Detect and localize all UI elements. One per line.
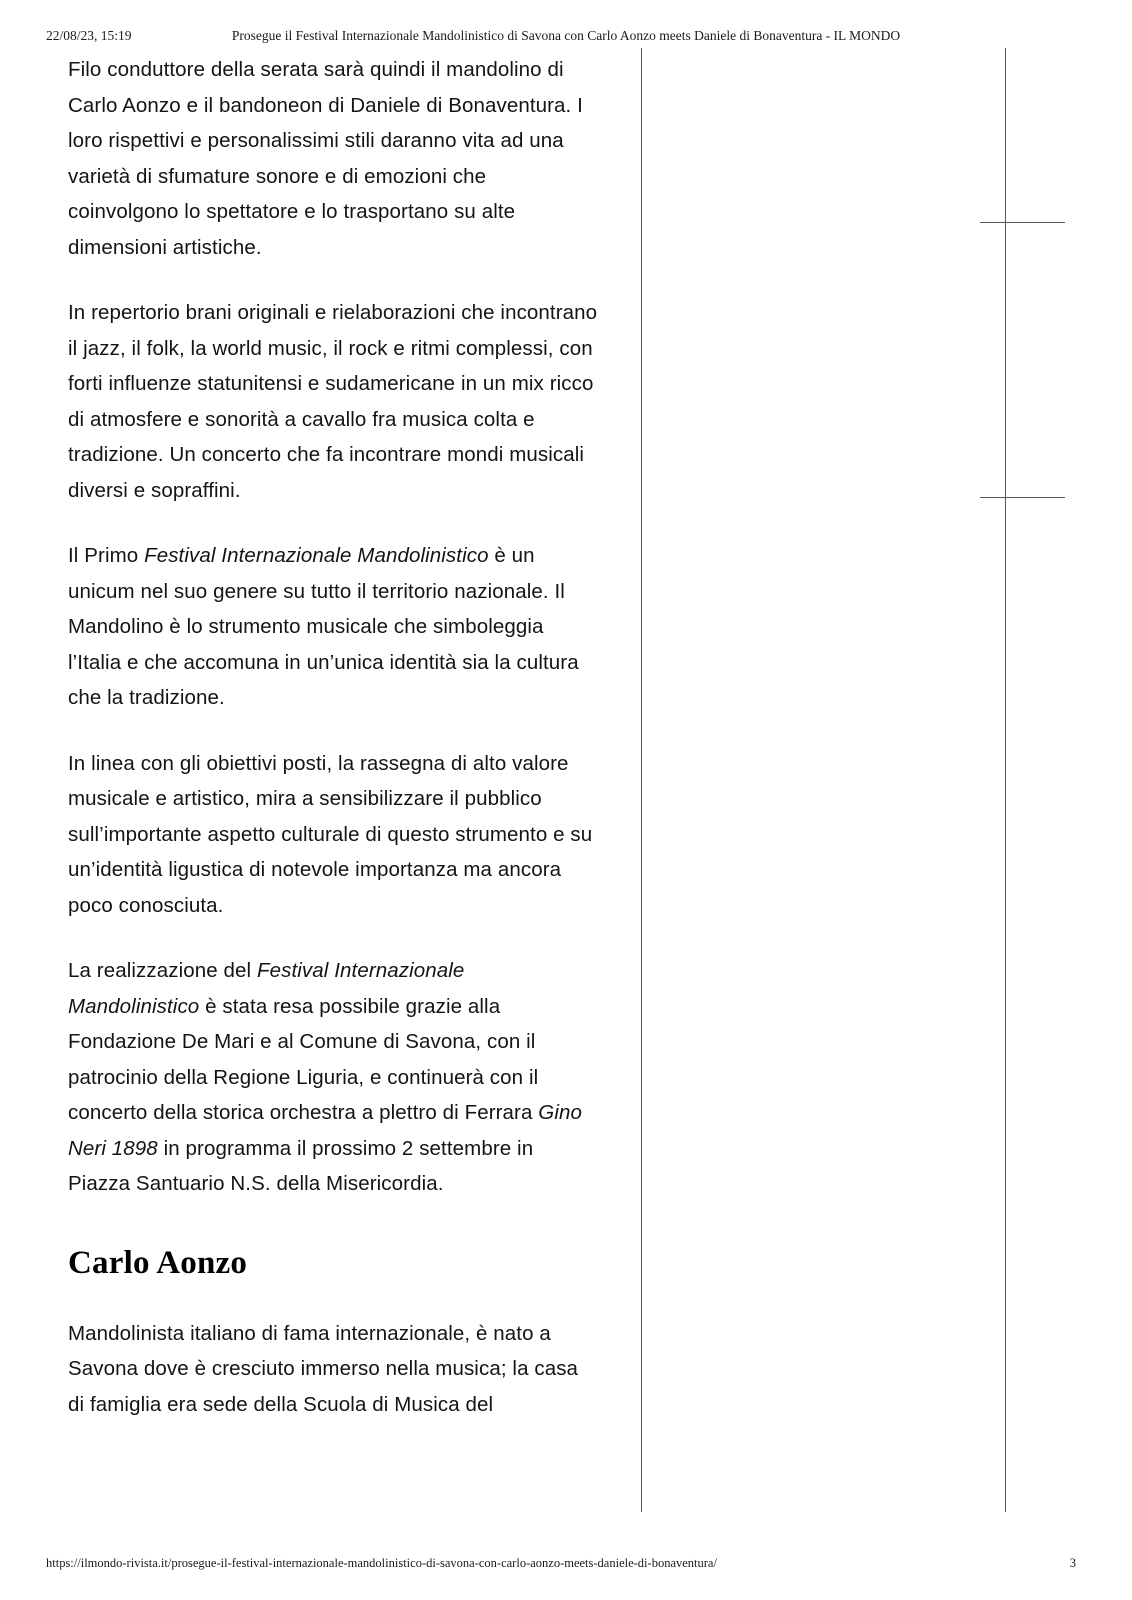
- plain-text: In linea con gli obiettivi posti, la rassegna di alto valore musicale e artistico, mira a sensibilizzare il pubblico sull’importante aspetto culturale di questo strumento e su un’identità ligustica di notevole importanza ma ancora poco conosciuta.: [68, 751, 593, 917]
- emphasis-text: Festival Internazionale Mandolinistico: [144, 544, 489, 567]
- vertical-rule-right: [1005, 48, 1006, 1512]
- body-paragraph: [68, 52, 598, 265]
- body-paragraph: [68, 295, 598, 508]
- page-footer: [0, 1556, 1132, 1574]
- plain-text: è un unicum nel suo genere su tutto il territorio nazionale. Il Mandolino è lo strumento musicale che simboleggia l’Italia e che accomuna in un’unica identità sia la cultura che la tradizione.: [68, 544, 579, 709]
- body-paragraph: [68, 1316, 598, 1423]
- emphasis-text: Gino Neri 1898: [68, 1101, 582, 1160]
- plain-text: è stata resa possibile grazie alla Fondazione De Mari e al Comune di Savona, con il patrocinio della Regione Liguria, e continuerà con il concerto della storica orchestra a plettro di Ferrara: [68, 994, 539, 1124]
- body-paragraph: [68, 538, 598, 716]
- plain-text: Filo conduttore della serata sarà quindi il mandolino di Carlo Aonzo e il bandoneon di Daniele di Bonaventura. I loro rispettivi e personalissimi stili daranno vita ad una varietà di sfumature sonore e di emozioni che coinvolgono lo spettatore e lo trasportano su alte dimensioni artistiche.: [68, 58, 583, 259]
- paragraph-container: [68, 52, 598, 1202]
- vertical-rule-left: [641, 48, 642, 1512]
- plain-text: in programma il prossimo 2 settembre in Piazza Santuario N.S. della Misericordia.: [68, 1136, 534, 1195]
- footer-page-number: 3: [1069, 1556, 1076, 1570]
- emphasis-text: Festival Internazionale Mandolinistico: [68, 959, 465, 1018]
- header-date: 22/08/23, 15:19: [46, 28, 132, 43]
- header-title: Prosegue il Festival Internazionale Mandolinistico di Savona con Carlo Aonzo meets Daniele di Bonaventura - IL MONDO: [231, 28, 901, 43]
- body-paragraph: [68, 953, 598, 1202]
- plain-text: In repertorio brani originali e rielaborazioni che incontrano il jazz, il folk, la world music, il rock e ritmi complessi, con forti influenze statunitensi e sudamericane in un mix ricco di atmosfere e sonorità a cavallo fra musica colta e tradizione. Un concerto che fa incontrare mondi musicali diversi e sopraffini.: [68, 301, 598, 502]
- article-body: [68, 52, 598, 1422]
- horizontal-rule-lower: [980, 497, 1065, 498]
- plain-text: Mandolinista italiano di fama internazionale, è nato a Savona dove è cresciuto immerso nella musica; la casa di famiglia era sede della Scuola di Musica del: [68, 1321, 579, 1416]
- plain-text: Il Primo: [68, 544, 145, 567]
- body-paragraph: [68, 746, 598, 924]
- horizontal-rule-upper: [980, 222, 1065, 223]
- page-header: [0, 28, 1132, 46]
- section-heading: Carlo Aonzo: [68, 1244, 248, 1281]
- paragraph-container-after: [68, 1316, 598, 1423]
- footer-source-url: https://ilmondo-rivista.it/prosegue-il-festival-internazionale-mandolinistico-di-savona-con-carlo-aonzo-meets-daniele-di-bonaventura/: [46, 1556, 717, 1570]
- plain-text: La realizzazione del: [68, 959, 257, 982]
